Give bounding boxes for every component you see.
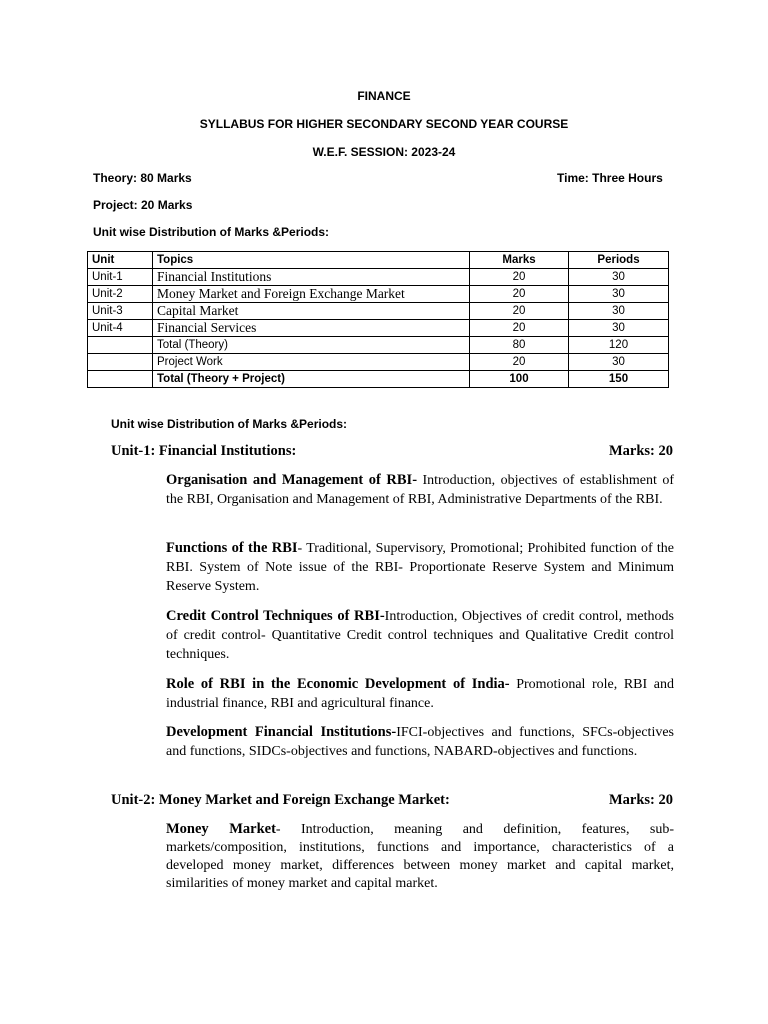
- table-row: [88, 320, 669, 337]
- row-unit: Unit-3: [88, 303, 153, 320]
- row-periods: 30: [569, 354, 669, 371]
- unit-2-para-money-market: [166, 820, 674, 893]
- row-topic: Total (Theory + Project): [153, 371, 470, 388]
- row-marks: 20: [470, 320, 569, 337]
- header-unit: Unit: [88, 252, 153, 269]
- row-periods: 30: [569, 303, 669, 320]
- section-title: Unit wise Distribution of Marks &Periods:: [111, 417, 348, 431]
- row-topic: Capital Market: [153, 303, 470, 320]
- row-unit: [88, 371, 153, 388]
- distribution-title: Unit wise Distribution of Marks &Periods:: [93, 225, 330, 239]
- row-topic: Financial Institutions: [153, 269, 470, 286]
- unit-1-para-rbi-organisation: [166, 471, 674, 509]
- para-text: - Introduction, meaning and definition, features, sub-markets/composition, institutions, functions and importance, characteristics of a developed money market, differences between money market and capital market, similarities of money market and capital market.: [166, 822, 674, 891]
- project-marks: Project: 20 Marks: [93, 198, 193, 212]
- row-unit: [88, 354, 153, 371]
- unit-1-title: Unit-1: Financial Institutions:: [111, 443, 297, 459]
- header-topics: Topics: [153, 252, 470, 269]
- unit-1-para-credit-control: [166, 607, 674, 665]
- row-unit: Unit-4: [88, 320, 153, 337]
- row-marks: 20: [470, 303, 569, 320]
- row-topic: Financial Services: [153, 320, 470, 337]
- theory-marks: Theory: 80 Marks: [93, 171, 192, 185]
- row-marks: 80: [470, 337, 569, 354]
- table-total-row: [88, 371, 669, 388]
- row-topic: Money Market and Foreign Exchange Market: [153, 286, 470, 303]
- para-text: IFCI-objectives and functions, SFCs-objectives and functions, SIDCs-objectives and functions, NABARD-objectives and functions.: [166, 725, 674, 760]
- document-subject: FINANCE: [357, 89, 411, 103]
- exam-time: Time: Three Hours: [557, 171, 663, 185]
- para-text: Promotional role, RBI and industrial finance, RBI and agricultural finance.: [166, 677, 674, 712]
- unit-1-para-dfi: [166, 723, 674, 761]
- row-marks: 20: [470, 286, 569, 303]
- table-row: [88, 337, 669, 354]
- row-topic: Total (Theory): [153, 337, 470, 354]
- unit-1-para-rbi-functions: [166, 539, 674, 597]
- row-periods: 150: [569, 371, 669, 388]
- row-periods: 30: [569, 286, 669, 303]
- unit-1-heading: [111, 443, 673, 460]
- para-lead: Organisation and Management of RBI-: [166, 472, 418, 488]
- row-marks: 20: [470, 354, 569, 371]
- para-text: Introduction, Objectives of credit control, methods of credit control- Quantitative Credit control techniques and Qualitative Credit control techniques.: [166, 609, 674, 663]
- para-text: Introduction, objectives of establishment of the RBI, Organisation and Management of RBI, Administrative Departments of the RBI.: [166, 473, 674, 508]
- marks-distribution-table: [87, 251, 669, 388]
- syllabus-title: SYLLABUS FOR HIGHER SECONDARY SECOND YEAR COURSE: [199, 117, 569, 131]
- row-unit: [88, 337, 153, 354]
- table-header-row: [88, 252, 669, 269]
- unit-2-title: Unit-2: Money Market and Foreign Exchange Market:: [111, 792, 450, 808]
- row-unit: Unit-2: [88, 286, 153, 303]
- table-row: [88, 286, 669, 303]
- table-row: [88, 354, 669, 371]
- row-marks: 100: [470, 371, 569, 388]
- row-periods: 30: [569, 320, 669, 337]
- unit-1-marks: Marks: 20: [608, 443, 673, 459]
- para-text: - Traditional, Supervisory, Promotional; Prohibited function of the RBI. System of Note issue of the RBI- Proportionate Reserve System and Minimum Reserve System.: [166, 541, 674, 595]
- row-topic: Project Work: [153, 354, 470, 371]
- row-periods: 30: [569, 269, 669, 286]
- unit-1-para-rbi-role: [166, 675, 674, 713]
- para-lead: Credit Control Techniques of RBI-: [166, 608, 385, 624]
- para-lead: Functions of the RBI: [166, 540, 298, 556]
- row-periods: 120: [569, 337, 669, 354]
- header-periods: Periods: [569, 252, 669, 269]
- session-label: W.E.F. SESSION: 2023-24: [312, 145, 456, 159]
- header-marks: Marks: [470, 252, 569, 269]
- row-unit: Unit-1: [88, 269, 153, 286]
- row-marks: 20: [470, 269, 569, 286]
- table-row: [88, 269, 669, 286]
- para-lead: Development Financial Institutions-: [166, 724, 397, 740]
- unit-2-marks: Marks: 20: [608, 792, 673, 808]
- para-lead: Money Market: [166, 821, 276, 837]
- unit-2-heading: [111, 792, 673, 809]
- para-lead: Role of RBI in the Economic Development of India-: [166, 676, 510, 692]
- table-row: [88, 303, 669, 320]
